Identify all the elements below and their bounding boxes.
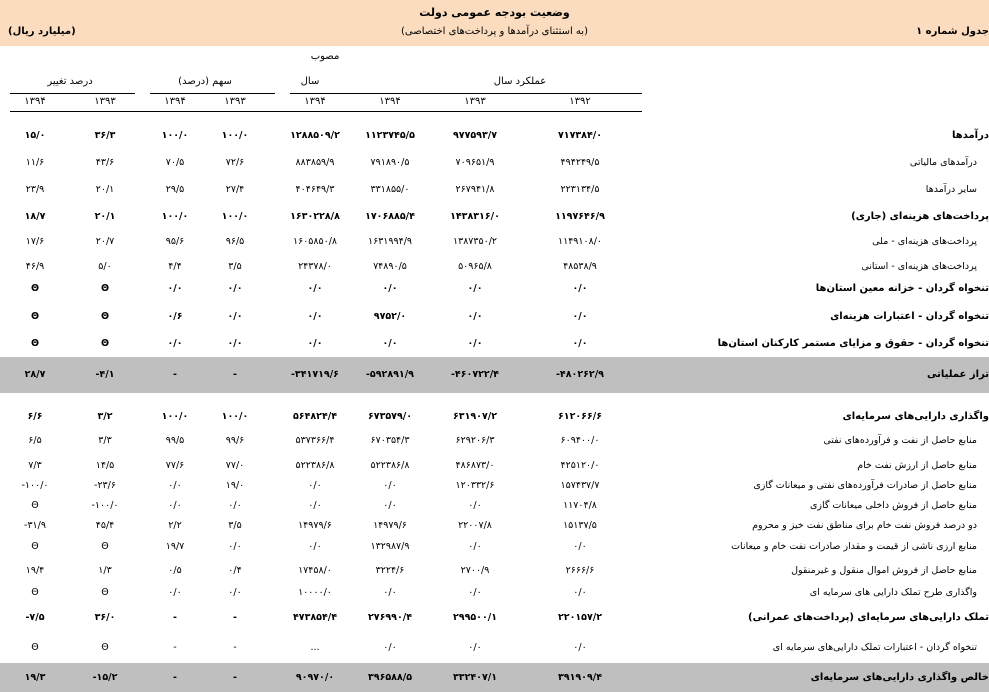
row-label: تنخواه گردان - حقوق و مزایای مستمر کارکنان استان‌ها xyxy=(717,338,989,349)
row-label: تنخواه گردان - اعتبارات هزینه‌ای xyxy=(830,311,989,322)
table-cell: ۱۳۲۹۸۷/۹ xyxy=(370,541,410,552)
table-cell: ۰/۰ xyxy=(383,642,397,653)
table-cell: Θ xyxy=(31,587,39,598)
table-cell: ۶۱۲۰۶۶/۶ xyxy=(557,411,603,422)
report-subtitle: (به استثنای درآمدها و پرداخت‌های اختصاصی) xyxy=(401,26,588,37)
table-cell: ۶/۶ xyxy=(27,411,43,422)
row-label: منابع ارزی ناشی از قیمت و مقدار صادرات نفت خام و میعانات xyxy=(731,541,977,552)
table-cell: ۴۵/۴ xyxy=(95,520,115,531)
header-year: سال xyxy=(300,76,320,87)
table-cell: ۱۹/۰ xyxy=(225,480,245,491)
table-cell: ۰/۰ xyxy=(468,541,482,552)
table-cell: ۷/۳ xyxy=(28,460,42,471)
table-cell: -۴۸۰۲۶۲/۹ xyxy=(555,369,604,380)
table-cell: ۶/۵ xyxy=(28,435,42,446)
table-cell: ۵۰۹۶۵/۸ xyxy=(458,261,492,272)
table-cell: - xyxy=(233,612,237,623)
table-cell: ۲۷۰۰/۹ xyxy=(460,565,490,576)
table-cell: ۴۸۵۳۸/۹ xyxy=(563,261,597,272)
table-cell: ۲۷/۴ xyxy=(225,184,245,195)
table-row xyxy=(0,583,989,603)
table-cell: ۵۲۲۳۸۶/۸ xyxy=(370,460,410,471)
table-cell: ۹۷۷۵۹۳/۷ xyxy=(452,130,498,141)
table-cell: Θ xyxy=(31,541,39,552)
header-performance: عملکرد سال xyxy=(493,76,547,87)
table-cell: ۳۹۶۵۸۸/۵ xyxy=(367,672,413,683)
table-cell: ۵/۰ xyxy=(98,261,112,272)
table-row xyxy=(0,637,989,659)
row-label: دو درصد فروش نفت خام برای مناطق نفت خیز و محروم xyxy=(752,520,977,531)
table-cell: ۱۰۰/۰ xyxy=(161,211,189,222)
table-cell: ۰/۰ xyxy=(307,338,323,349)
table-cell: -۱۰۰/۰ xyxy=(91,500,119,511)
table-cell: ۴۰۴۶۴۹/۳ xyxy=(295,184,335,195)
table-row xyxy=(0,357,989,393)
table-cell: ۷۰۹۶۵۱/۹ xyxy=(455,157,495,168)
row-label: منابع حاصل از فروش اموال منقول و غیرمنقول xyxy=(791,565,977,576)
table-cell: ۱۶۳۰۲۲۸/۸ xyxy=(290,211,340,222)
table-cell: - xyxy=(173,369,177,380)
table-cell: ۷۴۸۹۰/۵ xyxy=(373,261,407,272)
table-cell: ۰/۰ xyxy=(168,587,182,598)
table-cell: ۰/۰ xyxy=(167,283,183,294)
row-label: پرداخت‌های هزینه‌ای - استانی xyxy=(861,261,977,272)
row-label: منابع حاصل از فروش داخلی میعانات گازی xyxy=(809,500,977,511)
row-label: پرداخت‌های هزینه‌ای - ملی xyxy=(872,236,977,247)
row-label: منابع حاصل از نفت و فرآورده‌های نفتی xyxy=(823,435,977,446)
table-cell: ۳۶/۳ xyxy=(94,130,116,141)
table-cell: -۲۳/۶ xyxy=(94,480,116,491)
row-label: واگذاری طرح تملک دارایی های سرمایه ای xyxy=(809,587,977,598)
table-cell: - xyxy=(233,672,237,683)
table-row xyxy=(0,179,989,201)
row-label: منابع حاصل از صادرات فرآورده‌های نفتی و میعانات گازی xyxy=(753,480,977,491)
year-header-cell: ۱۳۹۴ xyxy=(304,96,326,107)
row-label: سایر درآمدها xyxy=(925,184,977,195)
table-cell: ۲۰/۱ xyxy=(94,211,116,222)
rule-share xyxy=(150,93,275,94)
table-cell: ۱۷/۶ xyxy=(25,236,45,247)
table-cell: ۴۸۶۸۷۳/۰ xyxy=(455,460,495,471)
table-cell: Θ xyxy=(100,283,110,294)
table-cell: -۴۶۰۷۲۲/۴ xyxy=(450,369,499,380)
table-cell: ۹۵/۶ xyxy=(165,236,185,247)
table-cell: ۰/۰ xyxy=(572,311,588,322)
table-cell: ۲۳/۹ xyxy=(25,184,45,195)
table-cell: ۰/۰ xyxy=(167,338,183,349)
row-label: واگذاری دارایی‌های سرمایه‌ای xyxy=(842,411,989,422)
table-cell: ۱۴/۵ xyxy=(95,460,115,471)
table-cell: ۱۹/۷ xyxy=(165,541,185,552)
table-cell: ۰/۰ xyxy=(573,642,587,653)
table-cell: ۰/۰ xyxy=(227,311,243,322)
table-cell: ۳/۳ xyxy=(98,435,112,446)
table-cell: -۴/۱ xyxy=(95,369,115,380)
row-label: تراز عملیاتی xyxy=(927,369,989,380)
table-row xyxy=(0,125,989,147)
table-cell: -۵۹۲۸۹۱/۹ xyxy=(365,369,414,380)
table-cell: ۰/۰ xyxy=(308,480,322,491)
table-row xyxy=(0,456,989,476)
table-cell: Θ xyxy=(101,541,109,552)
table-row xyxy=(0,278,989,300)
table-cell: ۰/۰ xyxy=(168,500,182,511)
table-cell: Θ xyxy=(100,311,110,322)
table-cell: ۰/۰ xyxy=(467,338,483,349)
table-cell: Θ xyxy=(100,338,110,349)
table-cell: - xyxy=(173,672,177,683)
table-row xyxy=(0,476,989,496)
table-row xyxy=(0,206,989,228)
table-cell: ۱۰۰/۰ xyxy=(161,411,189,422)
header-change: درصد تغییر xyxy=(47,76,93,87)
table-cell: ۰/۰ xyxy=(308,541,322,552)
table-cell: ... xyxy=(310,642,320,653)
table-row xyxy=(0,607,989,629)
table-cell: ۱۶۳۱۹۹۴/۹ xyxy=(367,236,413,247)
table-cell: ۰/۰ xyxy=(228,587,242,598)
table-cell: ۲۲۰۰۷/۸ xyxy=(458,520,492,531)
table-row xyxy=(0,516,989,536)
table-cell: ۱۷۴۵۸/۰ xyxy=(298,565,332,576)
table-cell: -۱۰۰/۰ xyxy=(21,480,49,491)
table-cell: ۰/۰ xyxy=(467,283,483,294)
table-cell: ۰/۰ xyxy=(468,587,482,598)
table-cell: ۰/۰ xyxy=(308,500,322,511)
table-cell: ۱۱۷۰۴/۸ xyxy=(563,500,597,511)
row-label: تنخواه گردان - خزانه معین استان‌ها xyxy=(815,283,989,294)
table-cell: ۱۹/۴ xyxy=(25,565,45,576)
table-cell: ۱۰۰/۰ xyxy=(221,211,249,222)
rule-under-years xyxy=(10,111,642,112)
table-cell: ۲۹۹۵۰۰/۱ xyxy=(452,612,498,623)
table-cell: ۰/۰ xyxy=(307,311,323,322)
table-cell: ۴۹۴۲۴۹/۵ xyxy=(560,157,600,168)
table-cell: ۱/۳ xyxy=(98,565,112,576)
row-label: منابع حاصل از ارزش نفت خام xyxy=(857,460,977,471)
table-cell: ۲۰/۷ xyxy=(95,236,115,247)
table-row xyxy=(0,152,989,174)
table-cell: ۳۳۱۸۵۵/۰ xyxy=(370,184,410,195)
table-cell: ۱۸/۷ xyxy=(24,211,46,222)
table-cell: ۵۲۲۳۸۶/۸ xyxy=(295,460,335,471)
table-cell: ۰/۰ xyxy=(307,283,323,294)
table-row xyxy=(0,306,989,328)
table-cell: ۱۷۰۶۸۸۵/۴ xyxy=(365,211,415,222)
row-label: درآمدها xyxy=(952,130,989,141)
table-cell: Θ xyxy=(101,587,109,598)
table-cell: ۳/۵ xyxy=(228,261,242,272)
table-cell: ۹۹/۶ xyxy=(225,435,245,446)
table-cell: ۱۰۰/۰ xyxy=(221,411,249,422)
table-cell: ۰/۰ xyxy=(467,311,483,322)
table-cell: ۳۲۲۴/۶ xyxy=(375,565,405,576)
table-cell: ۹۹/۵ xyxy=(165,435,185,446)
table-cell: ۱۹/۳ xyxy=(24,672,46,683)
table-cell: ۲۰/۱ xyxy=(95,184,115,195)
year-header-cell: ۱۳۹۴ xyxy=(164,96,186,107)
table-cell: ۸۸۳۸۵۹/۹ xyxy=(295,157,335,168)
year-header-cell: ۱۳۹۳ xyxy=(94,96,116,107)
table-cell: ۹۷۵۲/۰ xyxy=(373,311,407,322)
row-label: درآمدهای مالیاتی xyxy=(909,157,977,168)
table-row xyxy=(0,406,989,428)
table-cell: ۱۱۲۳۷۴۵/۵ xyxy=(365,130,415,141)
table-cell: ۱۰۰/۰ xyxy=(161,130,189,141)
table-cell: ۶۷۰۳۵۴/۳ xyxy=(370,435,410,446)
row-label: تنخواه گردان - اعتبارات تملک دارایی‌های سرمایه ای xyxy=(772,642,977,653)
table-cell: ۲۷۶۹۹۰/۴ xyxy=(367,612,413,623)
table-cell: ۰/۶ xyxy=(167,311,183,322)
table-cell: ۱۵۱۳۷/۵ xyxy=(563,520,597,531)
table-cell: -۱۵/۲ xyxy=(92,672,118,683)
row-label: خالص واگذاری دارایی‌های سرمایه‌ای xyxy=(810,672,989,683)
table-cell: ۳۳۲۴۰۷/۱ xyxy=(452,672,498,683)
table-cell: Θ xyxy=(30,283,40,294)
year-header-cell: ۱۳۹۴ xyxy=(24,96,46,107)
table-cell: ۰/۰ xyxy=(468,642,482,653)
table-cell: - xyxy=(233,369,237,380)
table-cell: ۰/۰ xyxy=(468,500,482,511)
table-cell: ۹۶/۵ xyxy=(225,236,245,247)
table-cell: ۷۱۷۳۸۴/۰ xyxy=(557,130,603,141)
table-cell: ۰/۰ xyxy=(573,587,587,598)
table-row xyxy=(0,231,989,253)
table-cell: ۳۹۱۹۰۹/۴ xyxy=(557,672,603,683)
year-header-cell: ۱۳۹۳ xyxy=(224,96,246,107)
table-cell: ۶۷۳۵۷۹/۰ xyxy=(367,411,413,422)
table-cell: ۲۶۶۶/۶ xyxy=(565,565,595,576)
table-row xyxy=(0,561,989,581)
table-row xyxy=(0,333,989,355)
table-cell: ۵۳۷۳۶۶/۴ xyxy=(295,435,335,446)
table-cell: ۲/۲ xyxy=(168,520,182,531)
table-cell: ۰/۰ xyxy=(228,500,242,511)
table-cell: ۰/۰ xyxy=(573,541,587,552)
table-cell: ۴۶/۹ xyxy=(25,261,45,272)
table-cell: - xyxy=(173,642,177,653)
table-cell: ۰/۰ xyxy=(383,500,397,511)
table-cell: ۱۰۰۰۰/۰ xyxy=(298,587,332,598)
table-cell: ۷۰/۵ xyxy=(165,157,185,168)
table-cell: Θ xyxy=(30,338,40,349)
rule-performance xyxy=(290,93,642,94)
table-cell: ۰/۰ xyxy=(383,480,397,491)
table-cell: -۷/۵ xyxy=(25,612,45,623)
table-cell: Θ xyxy=(31,500,39,511)
table-cell: ۰/۰ xyxy=(168,480,182,491)
table-cell: ۱۱۹۷۶۴۶/۹ xyxy=(555,211,605,222)
table-row xyxy=(0,496,989,516)
table-cell: ۲۹/۵ xyxy=(165,184,185,195)
table-cell: ۲۲۳۱۳۴/۵ xyxy=(560,184,600,195)
table-cell: Θ xyxy=(101,642,109,653)
table-cell: Θ xyxy=(31,642,39,653)
table-cell: ۶۳۱۹۰۷/۲ xyxy=(452,411,498,422)
table-cell: Θ xyxy=(30,311,40,322)
table-cell: ۴۲۵۱۲۰/۰ xyxy=(560,460,600,471)
table-row xyxy=(0,663,989,692)
table-cell: ۰/۰ xyxy=(572,283,588,294)
year-header-cell: ۱۳۹۲ xyxy=(569,96,591,107)
table-cell: ۲۲۰۱۵۷/۲ xyxy=(557,612,603,623)
report-title: وضعیت بودجه عمومی دولت xyxy=(419,6,570,19)
table-cell: ۳/۲ xyxy=(97,411,113,422)
table-cell: ۷۹۱۸۹۰/۵ xyxy=(370,157,410,168)
table-cell: ۲۸/۷ xyxy=(24,369,46,380)
table-row xyxy=(0,431,989,451)
table-row xyxy=(0,256,989,278)
year-header-cell: ۱۳۹۴ xyxy=(379,96,401,107)
table-cell: ۱۳۸۷۳۵۰/۲ xyxy=(452,236,498,247)
table-cell: ۶۰۹۴۰۰/۰ xyxy=(560,435,600,446)
row-label: تملک دارایی‌های سرمایه‌ای (پرداخت‌های عمرانی) xyxy=(748,612,989,623)
table-cell: ۱۶۰۵۸۵۰/۸ xyxy=(292,236,338,247)
table-cell: ۶۲۹۲۰۶/۳ xyxy=(455,435,495,446)
table-cell: -۳۱/۹ xyxy=(24,520,46,531)
table-cell: ۷۷/۰ xyxy=(225,460,245,471)
table-cell: ۰/۰ xyxy=(383,587,397,598)
table-cell: ۰/۰ xyxy=(572,338,588,349)
table-cell: ۵۶۴۸۲۴/۴ xyxy=(292,411,338,422)
table-cell: ۱۱۴۹۱۰۸/۰ xyxy=(557,236,603,247)
table-cell: ۹۰۹۷۰/۰ xyxy=(295,672,335,683)
table-cell: ۰/۰ xyxy=(382,283,398,294)
table-cell: ۰/۰ xyxy=(382,338,398,349)
table-cell: ۲۶۷۹۴۱/۸ xyxy=(455,184,495,195)
table-cell: ۱۴۹۷۹/۶ xyxy=(373,520,407,531)
table-cell: ۱۵/۰ xyxy=(24,130,46,141)
rule-change xyxy=(10,93,135,94)
header-share: سهم (درصد) xyxy=(178,76,232,87)
table-row xyxy=(0,537,989,557)
table-cell: ۰/۰ xyxy=(228,541,242,552)
table-cell: ۷۷/۶ xyxy=(165,460,185,471)
table-cell: ۴۷۳۸۵۴/۴ xyxy=(292,612,338,623)
table-cell: ۰/۵ xyxy=(168,565,182,576)
table-cell: ۳۶/۰ xyxy=(94,612,116,623)
year-header-cell: ۱۳۹۳ xyxy=(464,96,486,107)
table-cell: ۰/۰ xyxy=(227,338,243,349)
table-cell: ۱۰۰/۰ xyxy=(221,130,249,141)
table-cell: - xyxy=(233,642,237,653)
table-cell: ۴۳/۶ xyxy=(95,157,115,168)
table-cell: ۱۴۳۸۳۱۶/۰ xyxy=(450,211,500,222)
unit-label: (میلیارد ریال) xyxy=(8,26,76,37)
table-cell: ۳/۵ xyxy=(228,520,242,531)
table-cell: ۱۴۹۷۹/۶ xyxy=(298,520,332,531)
table-cell: ۴/۴ xyxy=(168,261,182,272)
table-cell: -۳۴۱۷۱۹/۶ xyxy=(290,369,339,380)
table-number: جدول شماره ۱ xyxy=(916,26,989,37)
header-approved: مصوب xyxy=(310,51,340,62)
row-label: پرداخت‌های هزینه‌ای (جاری) xyxy=(851,211,989,222)
table-cell: ۱۱/۶ xyxy=(25,157,45,168)
table-cell: ۱۲۸۸۵۰۹/۲ xyxy=(290,130,340,141)
table-cell: ۱۵۷۴۳۷/۷ xyxy=(560,480,600,491)
table-cell: ۰/۴ xyxy=(228,565,242,576)
table-cell: ۱۲۰۳۳۲/۶ xyxy=(455,480,495,491)
table-cell: ۷۲/۶ xyxy=(225,157,245,168)
table-cell: - xyxy=(173,612,177,623)
table-cell: ۲۴۳۷۸/۰ xyxy=(298,261,332,272)
table-cell: ۰/۰ xyxy=(227,283,243,294)
